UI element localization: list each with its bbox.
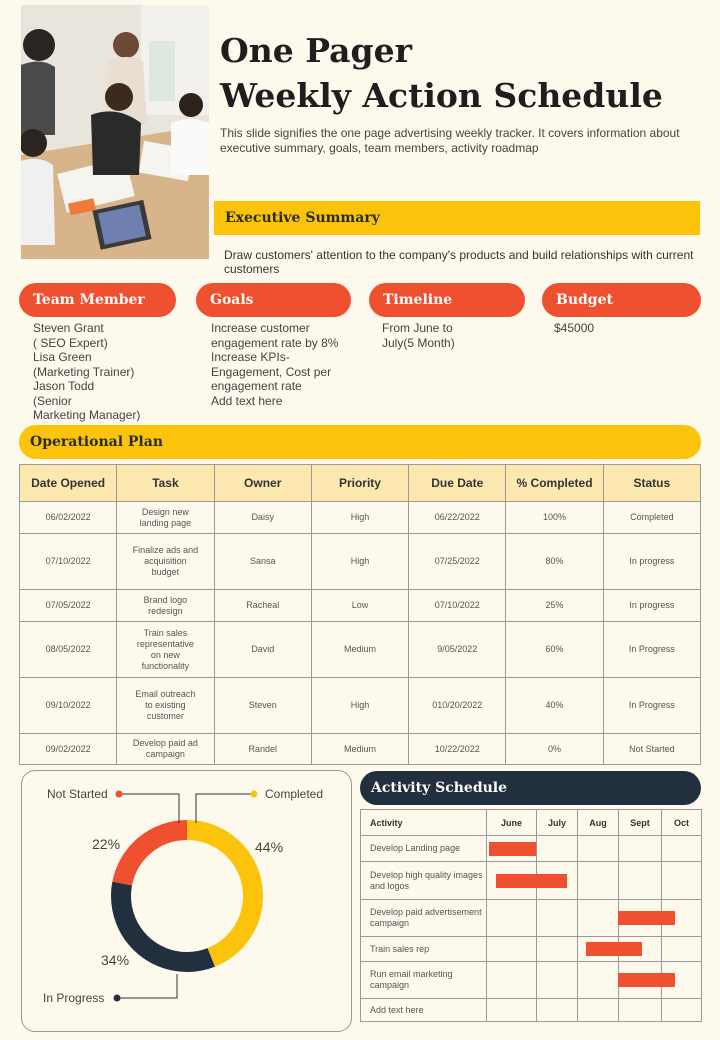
gantt-bar bbox=[489, 842, 537, 856]
schedule-cell bbox=[578, 999, 619, 1022]
table-cell: 60% bbox=[506, 622, 603, 678]
team-member-line: (Marketing Trainer) bbox=[33, 364, 135, 379]
budget-heading: Budget bbox=[556, 292, 613, 308]
gantt-bar bbox=[618, 911, 675, 925]
title-line-2: Weekly Action Schedule bbox=[220, 76, 663, 115]
gantt-bar bbox=[586, 942, 642, 956]
title-line-1: One Pager bbox=[220, 31, 412, 70]
schedule-activity: Add text here bbox=[361, 999, 487, 1022]
schedule-cell bbox=[619, 999, 662, 1022]
team-member-header bbox=[19, 283, 176, 317]
goals-line: engagement rate by 8% bbox=[211, 335, 339, 350]
column-header: Status bbox=[603, 465, 700, 502]
table-cell: In progress bbox=[603, 590, 700, 622]
schedule-cell bbox=[578, 962, 619, 999]
table-row bbox=[20, 622, 701, 678]
goals-line: Engagement, Cost per bbox=[211, 364, 332, 379]
team-member-line: Steven Grant bbox=[33, 321, 104, 335]
schedule-cell bbox=[578, 836, 619, 862]
goals-line: Increase KPIs- bbox=[211, 350, 290, 364]
legend-completed: Completed bbox=[265, 787, 324, 801]
page-description: This slide signifies the one page advertising weekly tracker. It covers information about executive summary, goals, team members, activity roadmap bbox=[220, 126, 680, 155]
table-cell: 0% bbox=[506, 734, 603, 765]
team-member-line: ( SEO Expert) bbox=[33, 335, 108, 350]
timeline-text bbox=[382, 321, 532, 350]
team-member-heading: Team Member bbox=[33, 292, 145, 308]
schedule-column-header: Aug bbox=[578, 810, 619, 836]
schedule-cell bbox=[537, 836, 578, 862]
table-cell: 07/25/2022 bbox=[409, 534, 506, 590]
goals-line: engagement rate bbox=[211, 379, 302, 393]
table-cell: Steven bbox=[214, 678, 311, 734]
team-member-line: Marketing Manager) bbox=[33, 408, 141, 422]
goals-list bbox=[211, 321, 361, 408]
schedule-cell bbox=[662, 999, 702, 1022]
timeline-line: From June to bbox=[382, 321, 453, 335]
team-member-line: Jason Todd bbox=[33, 379, 95, 393]
schedule-row bbox=[361, 999, 702, 1022]
schedule-cell bbox=[487, 999, 537, 1022]
schedule-cell bbox=[619, 862, 662, 900]
table-cell: High bbox=[311, 534, 408, 590]
data-label-completed: 44% bbox=[255, 839, 284, 855]
table-cell: 09/02/2022 bbox=[20, 734, 117, 765]
table-cell: Email outreach to existing customer bbox=[117, 678, 214, 734]
schedule-cell bbox=[537, 900, 578, 937]
schedule-activity: Develop high quality images and logos bbox=[361, 862, 487, 900]
schedule-column-header: June bbox=[487, 810, 537, 836]
goals-header bbox=[196, 283, 351, 317]
schedule-activity: Develop Landing page bbox=[361, 836, 487, 862]
gantt-bar bbox=[496, 874, 567, 888]
table-cell: 25% bbox=[506, 590, 603, 622]
table-cell: Completed bbox=[603, 502, 700, 534]
table-cell: In Progress bbox=[603, 622, 700, 678]
budget-header bbox=[542, 283, 701, 317]
data-label-in-progress: 34% bbox=[101, 952, 130, 968]
table-cell: Sansa bbox=[214, 534, 311, 590]
page-title bbox=[220, 28, 663, 118]
data-label-not-started: 22% bbox=[92, 836, 121, 852]
table-cell: Brand logo redesign bbox=[117, 590, 214, 622]
table-row bbox=[20, 502, 701, 534]
in-progress-marker bbox=[114, 995, 121, 1002]
table-cell: 06/02/2022 bbox=[20, 502, 117, 534]
schedule-header-row bbox=[361, 810, 702, 836]
schedule-column-header: Activity bbox=[361, 810, 487, 836]
schedule-cell bbox=[487, 962, 537, 999]
completed-marker bbox=[251, 791, 258, 798]
table-cell: Low bbox=[311, 590, 408, 622]
table-row bbox=[20, 734, 701, 765]
operational-plan-header bbox=[19, 425, 701, 459]
table-header-row bbox=[20, 465, 701, 502]
timeline-heading: Timeline bbox=[383, 292, 453, 308]
table-cell: Not Started bbox=[603, 734, 700, 765]
table-cell: High bbox=[311, 502, 408, 534]
table-cell: 100% bbox=[506, 502, 603, 534]
not-started-marker bbox=[116, 791, 123, 798]
schedule-cell bbox=[487, 937, 537, 962]
table-row bbox=[20, 534, 701, 590]
table-cell: 06/22/2022 bbox=[409, 502, 506, 534]
schedule-cell bbox=[619, 836, 662, 862]
goals-heading: Goals bbox=[210, 292, 254, 308]
team-member-line: Lisa Green bbox=[33, 350, 92, 364]
column-header: Date Opened bbox=[20, 465, 117, 502]
schedule-column-header: Sept bbox=[619, 810, 662, 836]
leader-line-completed bbox=[196, 794, 254, 823]
budget-text bbox=[554, 321, 694, 336]
leader-line-in-progress bbox=[117, 974, 177, 998]
table-cell: Medium bbox=[311, 734, 408, 765]
schedule-cell bbox=[537, 962, 578, 999]
schedule-cell bbox=[662, 937, 702, 962]
table-cell: David bbox=[214, 622, 311, 678]
timeline-header bbox=[369, 283, 525, 317]
status-chart-box bbox=[21, 770, 352, 1032]
table-cell: 80% bbox=[506, 534, 603, 590]
schedule-activity: Train sales rep bbox=[361, 937, 487, 962]
schedule-activity: Develop paid advertisement campaign bbox=[361, 900, 487, 937]
schedule-column-header: July bbox=[537, 810, 578, 836]
table-cell: Develop paid ad campaign bbox=[117, 734, 214, 765]
table-cell: 10/22/2022 bbox=[409, 734, 506, 765]
table-cell: 07/10/2022 bbox=[20, 534, 117, 590]
table-cell: Design new landing page bbox=[117, 502, 214, 534]
table-row bbox=[20, 590, 701, 622]
column-header: Owner bbox=[214, 465, 311, 502]
column-header: Priority bbox=[311, 465, 408, 502]
table-cell: 010/20/2022 bbox=[409, 678, 506, 734]
operational-plan-heading: Operational Plan bbox=[30, 434, 163, 450]
timeline-line: July(5 Month) bbox=[382, 335, 455, 350]
team-member-list bbox=[33, 321, 183, 423]
schedule-cell bbox=[537, 937, 578, 962]
table-cell: 09/10/2022 bbox=[20, 678, 117, 734]
column-header: % Completed bbox=[506, 465, 603, 502]
column-header: Due Date bbox=[409, 465, 506, 502]
legend-not-started: Not Started bbox=[47, 787, 108, 801]
table-cell: In progress bbox=[603, 534, 700, 590]
executive-summary-heading: Executive Summary bbox=[225, 210, 380, 226]
table-cell: High bbox=[311, 678, 408, 734]
operational-plan-table bbox=[19, 464, 701, 765]
table-row bbox=[20, 678, 701, 734]
table-cell: Racheal bbox=[214, 590, 311, 622]
team-photo bbox=[21, 5, 209, 259]
schedule-cell bbox=[578, 900, 619, 937]
table-cell: 9/05/2022 bbox=[409, 622, 506, 678]
goals-line: Add text here bbox=[211, 393, 283, 408]
table-cell: Finalize ads and acquisition budget bbox=[117, 534, 214, 590]
leader-line-not-started bbox=[119, 794, 179, 823]
activity-schedule-heading: Activity Schedule bbox=[371, 780, 508, 796]
table-cell: Medium bbox=[311, 622, 408, 678]
team-member-line: (Senior bbox=[33, 393, 72, 408]
budget-line: $45000 bbox=[554, 321, 595, 335]
table-cell: Randel bbox=[214, 734, 311, 765]
goals-line: Increase customer bbox=[211, 321, 310, 335]
table-cell: 07/10/2022 bbox=[409, 590, 506, 622]
table-cell: Daisy bbox=[214, 502, 311, 534]
schedule-cell bbox=[487, 900, 537, 937]
table-cell: 08/05/2022 bbox=[20, 622, 117, 678]
activity-schedule-header bbox=[360, 771, 701, 805]
schedule-cell bbox=[662, 836, 702, 862]
table-cell: 40% bbox=[506, 678, 603, 734]
executive-summary-text: Draw customers' attention to the company's products and build relationships with current customers bbox=[224, 248, 694, 276]
table-cell: In Progress bbox=[603, 678, 700, 734]
gantt-bar bbox=[618, 973, 675, 987]
column-header: Task bbox=[117, 465, 214, 502]
legend-in-progress: In Progress bbox=[43, 991, 105, 1005]
schedule-activity: Run email marketing campaign bbox=[361, 962, 487, 999]
schedule-cell bbox=[662, 862, 702, 900]
table-cell: Train sales representative on new functionality bbox=[117, 622, 214, 678]
schedule-column-header: Oct bbox=[662, 810, 702, 836]
table-cell: 07/05/2022 bbox=[20, 590, 117, 622]
schedule-cell bbox=[578, 862, 619, 900]
schedule-row bbox=[361, 937, 702, 962]
executive-summary-header bbox=[214, 201, 700, 235]
schedule-cell bbox=[537, 999, 578, 1022]
